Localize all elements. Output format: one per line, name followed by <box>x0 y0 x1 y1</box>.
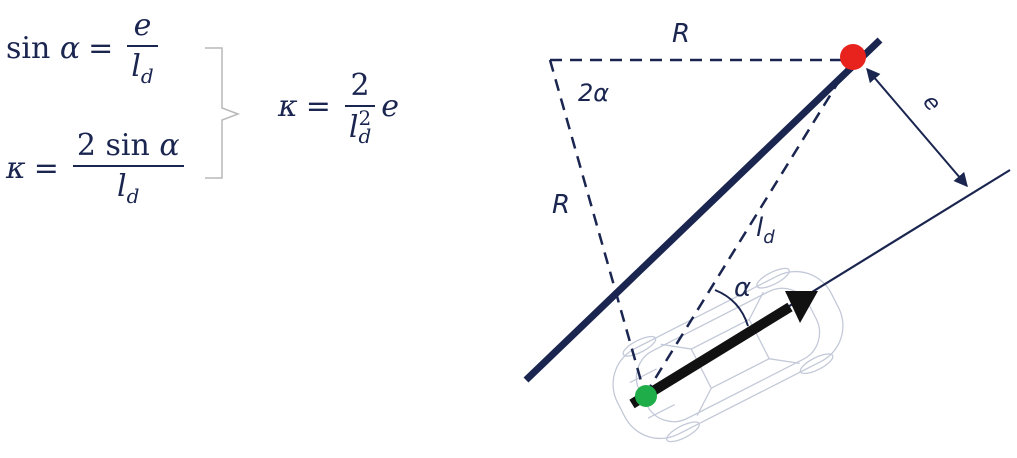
l-symbol: l <box>131 49 141 84</box>
numerator-e: e <box>133 8 152 43</box>
sin-func: sin <box>6 30 51 66</box>
alpha-symbol: α <box>159 128 180 163</box>
r-left-label: R <box>552 190 571 220</box>
ld-l: l <box>756 213 764 243</box>
d-subscript: d <box>126 184 140 208</box>
e-distance-arrow <box>867 69 967 186</box>
two-alpha-label: 2α <box>578 79 610 107</box>
kappa-symbol: κ <box>6 150 26 186</box>
square-superscript: 2 <box>358 106 372 130</box>
ld-d: d <box>763 227 775 248</box>
equals-sign: = <box>88 30 114 66</box>
ld-label <box>756 213 775 248</box>
target-point <box>840 44 866 70</box>
e-side-label: e <box>917 89 946 117</box>
l-symbol: l <box>348 109 359 145</box>
alpha-symbol: α <box>59 30 81 66</box>
kappa-symbol: κ <box>278 89 298 124</box>
equals-sign: = <box>305 89 331 124</box>
grouping-bracket <box>205 48 238 178</box>
r-top-label: R <box>672 19 691 49</box>
rear-axle-point <box>635 385 657 407</box>
sin-func: sin <box>105 128 150 163</box>
lookahead-distance-dashed <box>645 60 852 395</box>
alpha-label: α <box>734 273 752 303</box>
e-symbol: e <box>381 89 400 124</box>
d-subscript: d <box>358 124 372 148</box>
equals-sign: = <box>33 150 59 186</box>
l-symbol: l <box>117 169 127 204</box>
d-subscript: d <box>140 64 154 88</box>
car-outline <box>597 252 860 457</box>
numerator-2: 2 <box>350 68 370 103</box>
coef-2: 2 <box>76 128 96 163</box>
